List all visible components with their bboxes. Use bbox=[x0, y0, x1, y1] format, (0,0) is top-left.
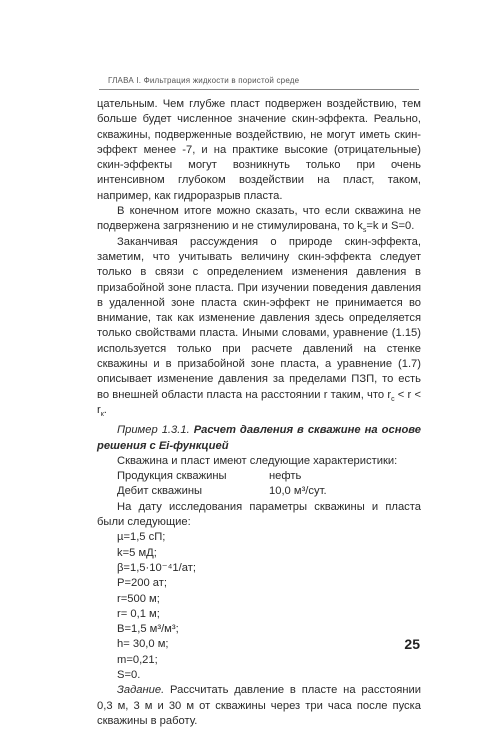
characteristic-row bbox=[97, 484, 421, 499]
paragraph-3: Заканчивая рассуждения о природе скин-эффекта, заметим, что учитывать величину скин-эффекта следует только в связи с определением изменения давления в призабойной зоне пласта. При изучении поведения давления в удаленной зоне пласта скин-эффект не принимается во внимание, так как изменение давления здесь определяется только свойствами пласта. Иными словами, уравнение (1.15) используется только при расчете давлений на стенке скважины и в призабойной зоне пласта, а уравнение (1.7) описывает изменение давления за пределами ПЗП, то есть во внешней области пласта на расстоянии r таким, что $r_c < r < r_к$. bbox=[97, 235, 421, 419]
param-thickness: h= 30,0 м; bbox=[117, 638, 169, 651]
characteristic-row bbox=[97, 469, 421, 484]
param-porosity: m=0,21; bbox=[117, 653, 158, 666]
header-divider bbox=[99, 89, 419, 90]
parameter-list bbox=[97, 530, 421, 683]
paragraph-3-text: Заканчивая рассуждения о природе скин-эффекта, заметим, что учитывать величину скин-эффекта следует только в связи с определением изменения давления в призабойной зоне пласта. При изучении поведения давления в удаленной зоне пласта скин-эффект не принимается во внимание, так как изменение давления здесь определяется только свойствами пласта. Иными словами, уравнение (1.15) используется только при расчете давлений на стенке скважины и в призабойной зоне пласта, а уравнение (1.7) описывает изменение давления за пределами ПЗП, то есть во внешней области пласта на расстоянии r таким, что bbox=[97, 235, 421, 401]
task-text: Рассчитать давление в пласте на расстоянии 0,3 м, 3 м и 30 м от скважины через три часа после пуска скважины в работу. bbox=[97, 684, 421, 727]
paragraph-2-end: =0. bbox=[398, 220, 415, 233]
date-line: На дату исследования параметры скважины и пласта были следующие: bbox=[97, 500, 421, 529]
characteristic-value: 10,0 м³/сут. bbox=[269, 485, 327, 498]
example-number: Пример 1.3.1. bbox=[117, 424, 190, 437]
paragraph-2-text: В конечном итоге можно сказать, что если скважина не подвержена загрязнению и не стимулирована, то bbox=[97, 205, 421, 233]
page-body bbox=[97, 97, 421, 729]
task-paragraph bbox=[97, 683, 421, 729]
param-viscosity: µ=1,5 сП; bbox=[117, 531, 166, 544]
param-skin: S=0. bbox=[117, 668, 141, 681]
param-drainage-radius: r=500 м; bbox=[117, 592, 160, 605]
param-permeability: k=5 мД; bbox=[117, 546, 157, 559]
characteristic-label: Дебит скважины bbox=[117, 485, 203, 498]
page-number: 25 bbox=[404, 636, 420, 652]
param-compressibility: β=1,5·10⁻⁴1/ат; bbox=[117, 561, 196, 574]
task-label: Задание. bbox=[117, 684, 165, 697]
characteristic-value: нефть bbox=[269, 470, 302, 483]
param-volume-factor: B=1,5 м³/м³; bbox=[117, 623, 179, 636]
paragraph-2: В конечном итоге можно сказать, что если скважина не подвержена загрязнению и не стимулирована, то $k_s=k$ и S=0. bbox=[97, 205, 421, 235]
example-heading bbox=[97, 423, 421, 454]
characteristic-label: Продукция скважины bbox=[117, 470, 227, 483]
param-reservoir-pressure: P=200 ат; bbox=[117, 577, 167, 590]
paragraph-1: цательным. Чем глубже пласт подвержен воздействию, тем больше будет численное значение скин-эффекта. Реально, скважины, подверженные воздействию, не могут иметь скин-эффект менее -7, и на практике высокие (отрицательные) скин-эффекты могут возникнуть только при очень интенсивном глубоком воздействии на пласт, таком, например, как гидроразрыв пласта. bbox=[97, 98, 421, 202]
running-header: ГЛАВА I. Фильтрация жидкости в пористой среде bbox=[108, 76, 300, 85]
param-well-radius: r= 0,1 м; bbox=[117, 607, 160, 620]
example-title: Расчет давления в скважине на основе решения с Ei-функцией bbox=[97, 424, 421, 452]
example-intro: Скважина и пласт имеют следующие характеристики: bbox=[117, 454, 398, 467]
